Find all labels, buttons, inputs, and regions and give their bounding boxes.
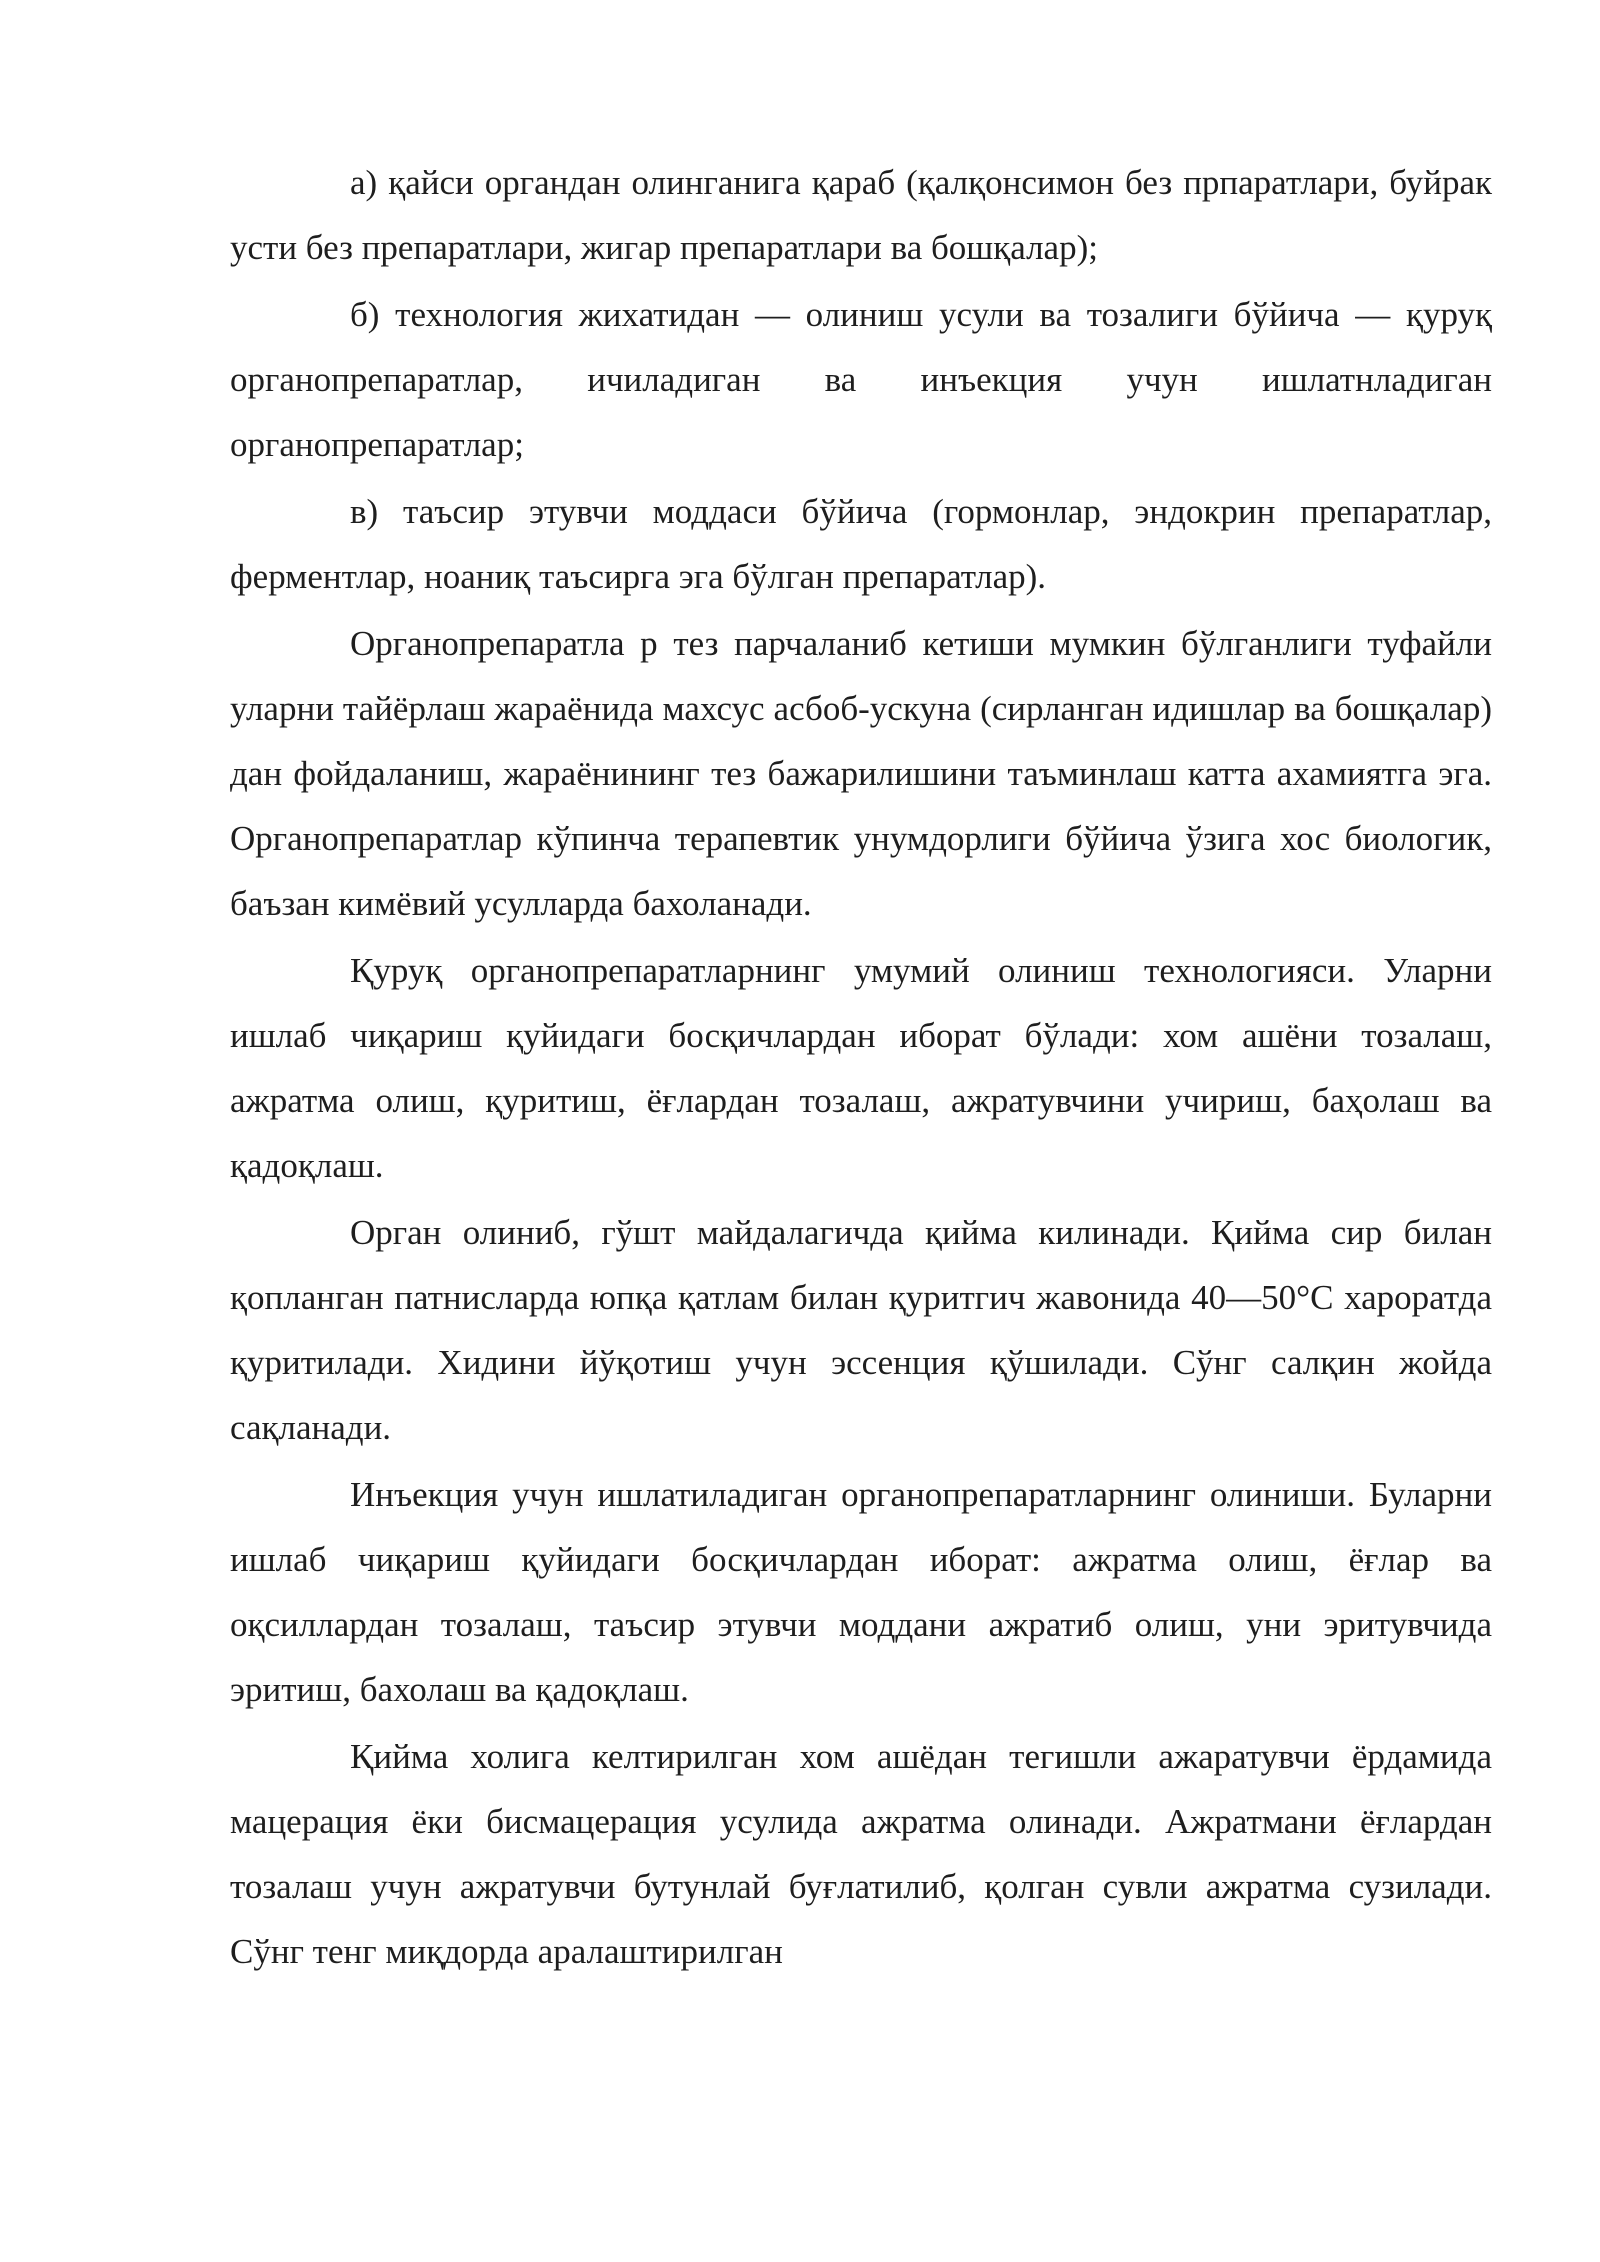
paragraph-organ-mince: Орган олиниб, гўшт майдалагичда қийма килинади. Қийма сир билан қопланган патнисларда юпқа қатлам билан қуритгич жавонида 40—50°С хароратда қуритилади. Хидини йўқотиш учун эссенция қўшилади. Сўнг салқин жойда сақланади.	[230, 1213, 1492, 1447]
paragraph-maceration: Қийма холига келтирилган хом ашёдан тегишли ажаратувчи ёрдамида мацерация ёки бисмацерация усулида ажратма олинади. Ажратмани ёғлардан тозалаш учун ажратувчи бутунлай буғлатилиб, қолган сувли ажратма сузилади. Сўнг тенг миқдорда аралаштирилган	[230, 1737, 1492, 1971]
paragraph-classification-b: б) технология жихатидан — олиниш усули ва тозалиги бўйича — қуруқ органопрепаратлар, ичиладиган ва инъекция учун ишлатнладиган органопрепаратлар;	[230, 295, 1492, 464]
paragraph-classification-a: а) қайси органдан олинганига қараб (қалқонсимон без прпаратлари, буйрак усти без препаратлари, жигар препаратлари ва бошқалар);	[230, 163, 1492, 267]
document-page	[230, 150, 1492, 1984]
paragraph-classification-c: в) таъсир этувчи моддаси бўйича (гормонлар, эндокрин препаратлар, ферментлар, ноаниқ таъсирга эга бўлган препаратлар).	[230, 492, 1492, 596]
paragraph-organopreparations: Органопрепаратла р тез парчаланиб кетиши мумкин бўлганлиги туфайли уларни тайёрлаш жараёнида махсус асбоб-ускуна (сирланган идишлар ва бошқалар) дан фойдаланиш, жараёнининг тез бажарилишини таъминлаш катта ахамиятга эга. Органопрепаратлар кўпинча терапевтик унумдорлиги бўйича ўзига хос биологик, баъзан кимёвий усулларда бахоланади.	[230, 624, 1492, 923]
paragraph-injection: Инъекция учун ишлатиладиган органопрепаратларнинг олиниши. Буларни ишлаб чиқариш қуйидаги босқичлардан иборат: ажратма олиш, ёғлар ва оқсиллардан тозалаш, таъсир этувчи моддани ажратиб олиш, уни эритувчида эритиш, бахолаш ва қадоқлаш.	[230, 1475, 1492, 1709]
paragraph-dry-technology: Қуруқ органопрепаратларнинг умумий олиниш технологияси. Уларни ишлаб чиқариш қуйидаги босқичлардан иборат бўлади: хом ашёни тозалаш, ажратма олиш, қуритиш, ёғлардан тозалаш, ажратувчини учириш, баҳолаш ва қадоқлаш.	[230, 951, 1492, 1185]
